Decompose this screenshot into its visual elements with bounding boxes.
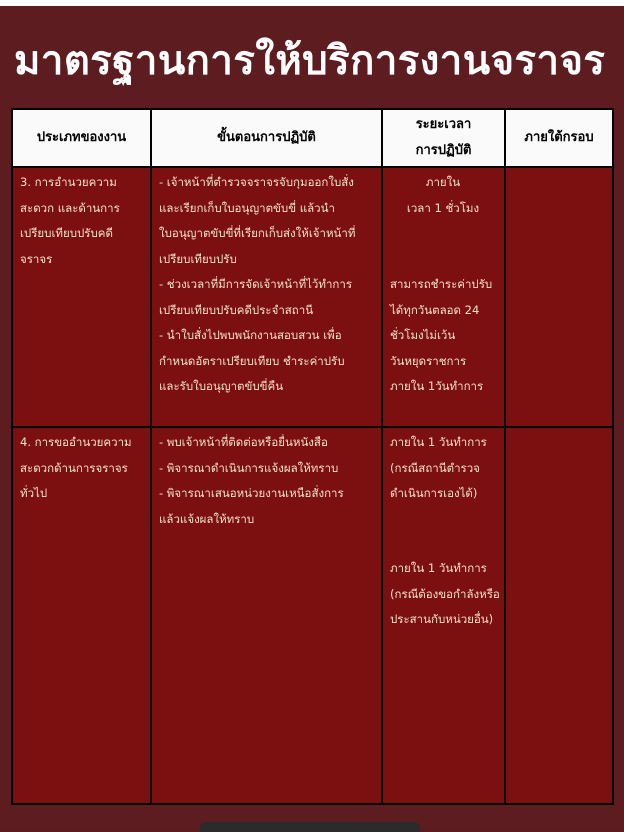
page-title: มาตรฐานการให้บริการงานจราจร — [14, 38, 606, 84]
header-type: ประเภทของงาน — [13, 110, 150, 166]
header-steps: ขั้นตอนการปฏิบัติ — [152, 110, 381, 166]
row-3-period-a: ภายใน เวลา 1 ชั่วโมง — [406, 175, 480, 215]
header-within: ภายใต้กรอบ — [506, 110, 612, 166]
row-4-period-b: ภายใน 1 วันทำการ (กรณีต้องขอกำลังหรือ ประสานกับหน่วยอื่น) — [390, 561, 500, 626]
row-3-period-b: สามารถชำระค่าปรับ ได้ทุกวันตลอด 24 ชั่วโมงไม่เว้น วันหยุดราชการ ภายใน 1วันทำการ — [390, 277, 493, 393]
row-4-period-a: ภายใน 1 วันทำการ (กรณีสถานีตำรวจ ดำเนินการเองได้) — [390, 435, 487, 500]
row-divider — [13, 166, 612, 168]
row-3-type: 3. การอำนวยความ สะดวก และด้านการ เปรียบเทียบปรับคดี จราจร — [20, 175, 120, 266]
row-4-type: 4. การขออำนวยความ สะดวกด้านการจราจร ทั่วไป — [20, 435, 132, 500]
row-4-steps: - พบเจ้าหน้าที่ติดต่อหรือยื่นหนังสือ - พิจารณาดำเนินการแจ้งผลให้ทราบ - พิจารณาเสนอหน่วยงานเหนือสั่งการ แล้วแจ้งผลให้ทราบ — [159, 435, 344, 526]
column-divider — [504, 110, 506, 803]
service-standard-table — [11, 108, 614, 805]
column-divider — [150, 110, 152, 803]
scroll-handle[interactable] — [200, 822, 420, 832]
row-3-steps: - เจ้าหน้าที่ตำรวจจราจรจับกุมออกใบสั่ง และเรียกเก็บใบอนุญาตขับขี่ แล้วนำ ใบอนุญาตขับขี่ที่เรียกเก็บส่งให้เจ้าหน้าที่ เปรียบเทียบปรับ - ช่วงเวลาที่มีการจัดเจ้าหน้าที่ไว้ทำการ เปรียบเทียบปรับคดีประจำสถานี - นำใบสั่งไปพบพนักงานสอบสวน เพื่อ กำหนดอัตราเปรียบเทียบ ชำระค่าปรับ และรับใบอนุญาตขับขี่คืน — [159, 175, 356, 393]
header-period: ระยะเวลา การปฏิบัติ — [383, 110, 504, 166]
column-divider — [381, 110, 383, 803]
row-divider — [13, 426, 612, 428]
